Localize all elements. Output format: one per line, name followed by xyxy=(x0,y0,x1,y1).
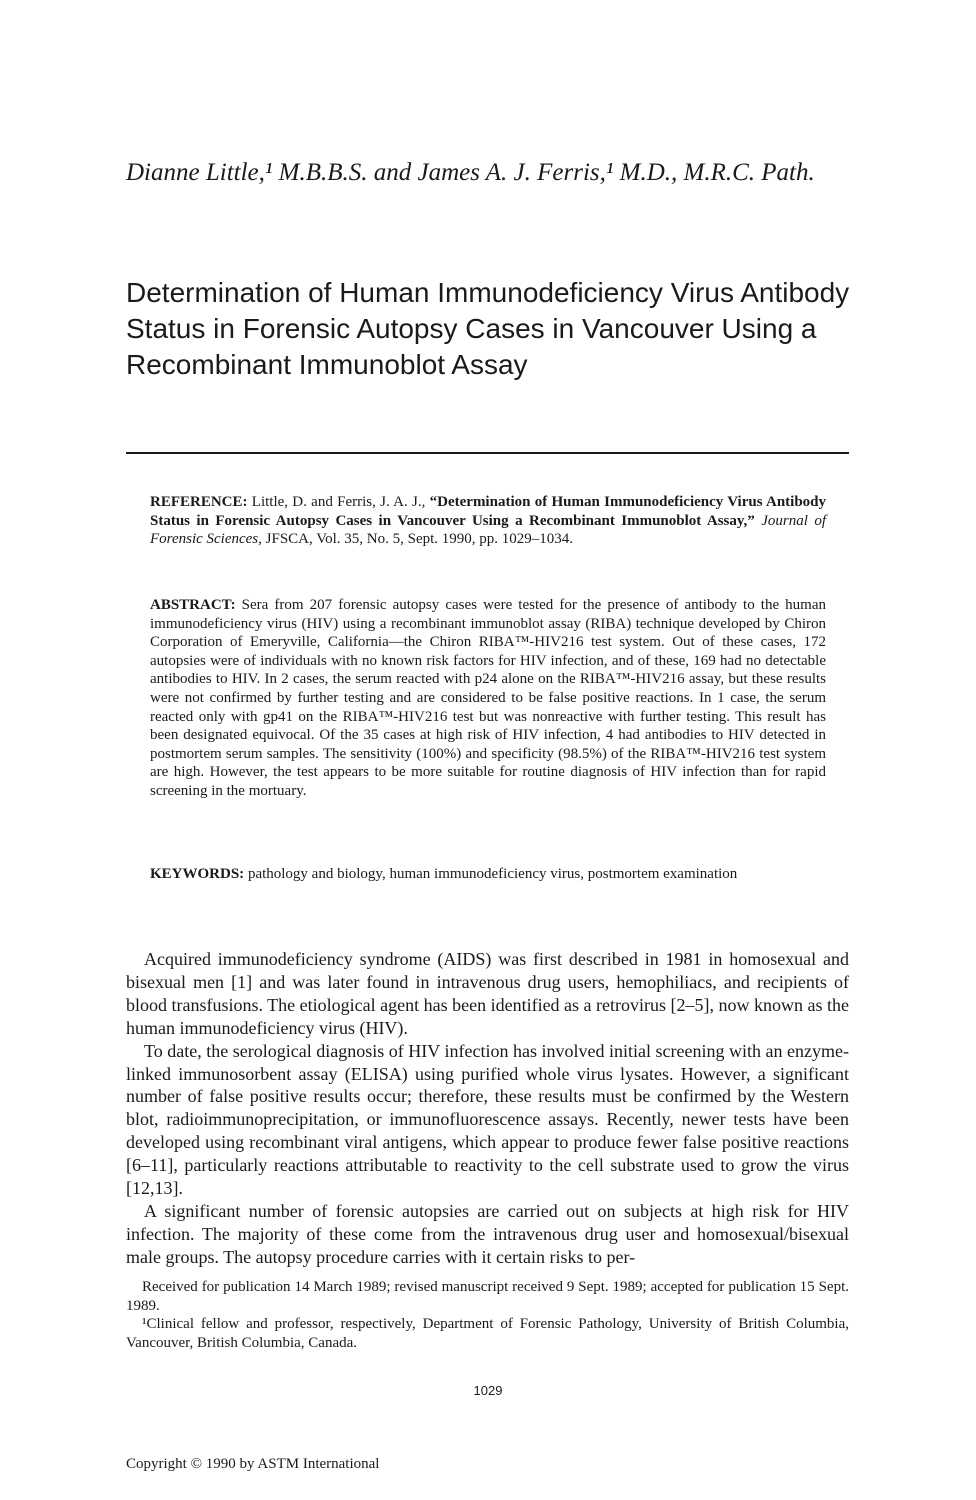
reference-journal: Journal of Forensic Sciences, xyxy=(150,512,827,548)
reference-article-title: “Determination of Human Immunodeficiency Virus Antibody Status in Forensic Autopsy Cases in Vancouver Using a Recombinant Immunoblot Assay,” xyxy=(150,494,827,529)
reference-label: REFERENCE: xyxy=(150,494,248,510)
footnote-affiliation: ¹Clinical fellow and professor, respectively, Department of Forensic Pathology, University of British Columbia, Vancouver, British Columbia, Canada. xyxy=(126,1316,849,1351)
reference-details: JFSCA, Vol. 35, No. 5, Sept. 1990, pp. 1029–1034. xyxy=(265,531,574,548)
body-paragraph: Acquired immunodeficiency syndrome (AIDS) was first described in 1981 in homosexual and bisexual men [1] and was later found in intravenous drug users, hemophiliacs, and recipients of blood transfusions. The etiological agent has been identified as a retrovirus [2–5], now known as the human immunodeficiency virus (HIV). xyxy=(126,949,849,1038)
title-rule xyxy=(126,452,849,454)
author-line: Dianne Little,¹ M.B.B.S. and James A. J. Ferris,¹ M.D., M.R.C. Path. xyxy=(126,159,815,186)
article-title: Determination of Human Immunodeficiency Virus Antibody Status in Forensic Autopsy Cases in Vancouver Using a Recombinant Immunoblot Assay xyxy=(126,277,850,380)
reference-authors: Little, D. and Ferris, J. A. J., xyxy=(251,494,426,510)
keywords-label: KEYWORDS: xyxy=(150,866,245,882)
abstract-block xyxy=(150,596,826,801)
body-paragraph: To date, the serological diagnosis of HIV infection has involved initial screening with an enzyme-linked immunosorbent assay (ELISA) using purified whole virus lysates. However, a significant number of false positive results occur; therefore, these results must be confirmed by the Western blot, radioimmunoprecipitation, or immunofluorescence assays. Recently, newer tests have been developed using recombinant viral antigens, which appear to produce fewer false positive reactions [6–11], particularly reactions attributable to reactivity to the cell substrate used to grow the virus [12,13]. xyxy=(126,1040,849,1199)
footnote-received: Received for publication 14 March 1989; revised manuscript received 9 Sept. 1989; accepted for publication 15 Sept. 1989. xyxy=(126,1279,849,1314)
copyright-notice: Copyright © 1990 by ASTM International xyxy=(126,1456,380,1472)
abstract-text: Sera from 207 forensic autopsy cases were tested for the presence of antibody to the human immunodeficiency virus (HIV) using a recombinant immunoblot assay (RIBA) technique developed by Chiron Corporation of Emeryville, California—the Chiron RIBA™-HIV216 test system. Out of these cases, 172 autopsies were of individuals with no known risk factors for HIV infection, and of these, 169 had no detectable antibodies to HIV. In 2 cases, the serum reacted with p24 alone on the RIBA™-HIV216 assay, but these results were not confirmed by further testing and are considered to be false positive reactions. In 1 case, the serum reacted only with gp41 on the RIBA™-HIV216 test but was nonreactive with further testing. This result has been designated equivocal. Of the 35 cases at high risk of HIV infection, 4 had antibodies to HIV detected in postmortem serum samples. The sensitivity (100%) and specificity (98.5%) of the RIBA™-HIV216 test system are high. However, the test appears to be more suitable for routine diagnosis of HIV infection than for rapid screening in the mortuary. xyxy=(150,597,827,799)
keywords-block xyxy=(150,865,826,884)
body-paragraph: A significant number of forensic autopsies are carried out on subjects at high risk for HIV infection. The majority of these come from the intravenous drug user and homosexual/bisexual male groups. The autopsy procedure carries with it certain risks to per- xyxy=(126,1200,849,1267)
page-number: 1029 xyxy=(473,1383,503,1398)
footnotes xyxy=(126,1278,849,1352)
abstract-label: ABSTRACT: xyxy=(150,597,236,613)
reference-block xyxy=(150,493,826,549)
keywords-text: pathology and biology, human immunodeficiency virus, postmortem examination xyxy=(247,866,738,882)
body-text xyxy=(126,948,849,1269)
